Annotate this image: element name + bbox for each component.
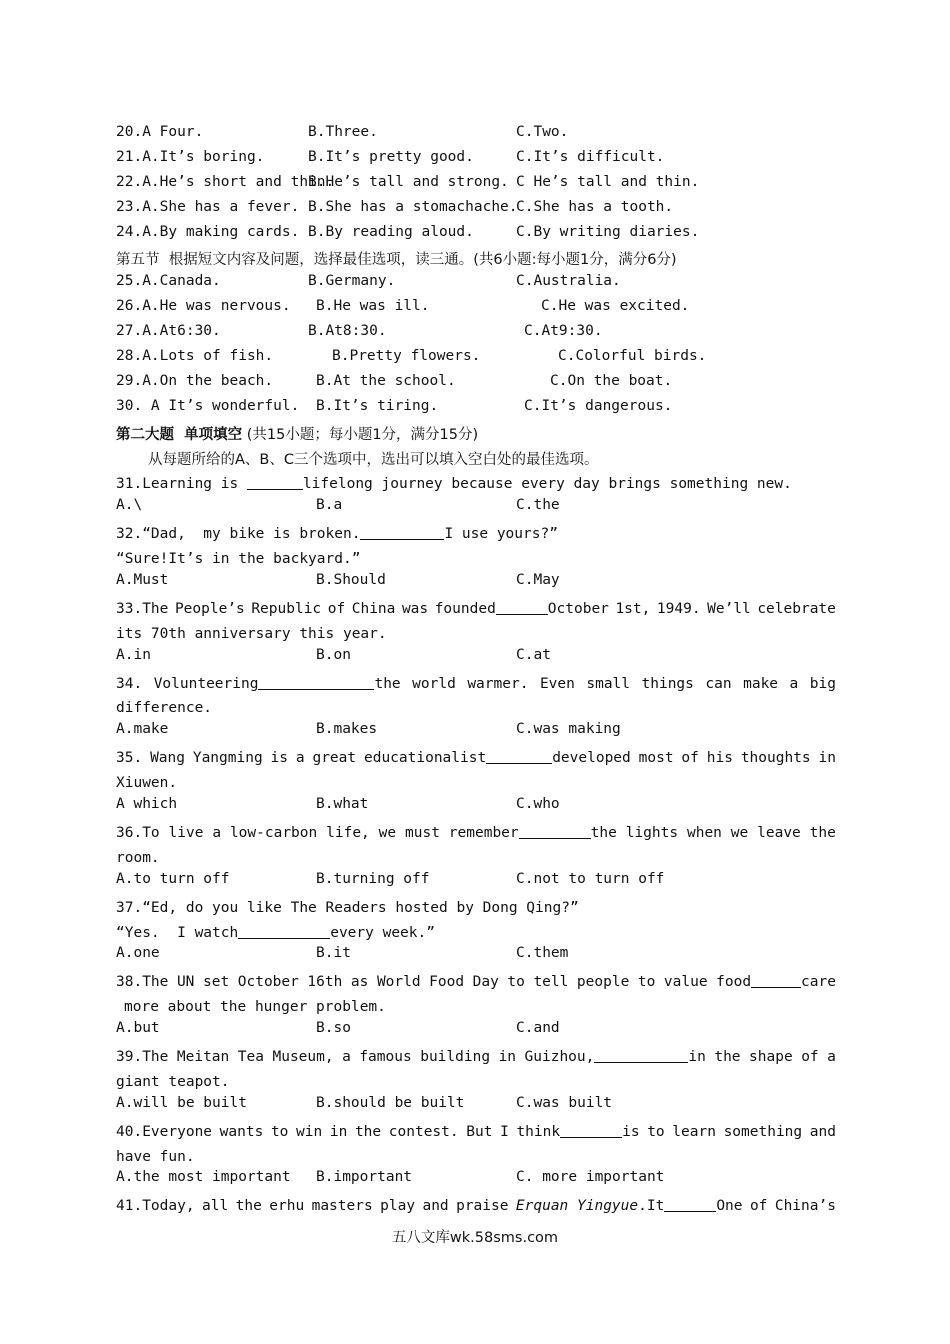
option-c: C.and [516, 1020, 560, 1037]
option-b: B.should be built [316, 1094, 465, 1111]
option-a: 30. A It’s wonderful. [116, 397, 300, 414]
question-33-options [116, 647, 836, 672]
option-a: A.to turn off [116, 870, 230, 887]
option-a: 28.A.Lots of fish. [116, 348, 274, 365]
option-c: C.She has a tooth. [516, 198, 674, 215]
option-a: A.\ [116, 497, 143, 514]
option-a: A.but [116, 1020, 160, 1037]
option-a: 22.A.He’s short and thin. [116, 173, 335, 190]
question-35: 35. Wang Yangming is a great educationalist developed most of his thoughts in [116, 750, 836, 767]
option-b: B.It’s tiring. [316, 397, 439, 414]
option-b: B.He was ill. [316, 298, 430, 315]
part-2-title: 第二大题 单项填空 [116, 426, 243, 443]
question-row [116, 174, 836, 199]
question-37-reply: “Yes. I watch every week.” [116, 924, 435, 941]
option-a: 24.A.By making cards. [116, 223, 300, 240]
option-c: C.By writing diaries. [516, 223, 700, 240]
answer-blank [258, 674, 374, 690]
option-c: C.Australia. [516, 273, 621, 290]
answer-blank [519, 823, 591, 839]
footer-watermark: 五八文库wk.58sms.com [391, 1230, 559, 1246]
option-c: C.them [516, 945, 569, 962]
option-c: C.at [516, 646, 551, 663]
document-page [116, 124, 836, 1219]
question-34-continued: difference. [116, 700, 213, 717]
question-36: 36.To live a low-carbon life, we must remember the lights when we leave the [116, 824, 836, 841]
option-b: B.Should [316, 572, 386, 589]
option-a: 20.A Four. [116, 124, 204, 140]
question-36-options [116, 871, 836, 896]
question-39-continued: giant teapot. [116, 1073, 230, 1090]
question-row [116, 398, 836, 423]
option-a: A.in [116, 646, 151, 663]
question-row [116, 373, 836, 398]
option-c: C.At9:30. [524, 323, 603, 340]
question-row [116, 273, 836, 298]
option-c: C.was built [516, 1094, 613, 1111]
option-a: 29.A.On the beach. [116, 372, 274, 389]
question-33-continued: its 70th anniversary this year. [116, 625, 387, 642]
option-c: C.the [516, 497, 560, 514]
question-41: 41.Today, all the erhu masters play and praise Erquan Yingyue.It One of China’s [116, 1198, 836, 1215]
option-c: C.not to turn off [516, 870, 665, 887]
question-row [116, 149, 836, 174]
question-row [116, 124, 836, 149]
question-row [116, 224, 836, 249]
question-40: 40.Everyone wants to win in the contest. But I think is to learn something and [116, 1123, 836, 1140]
question-34: 34. Volunteering the world warmer. Even small things can make a big [116, 675, 836, 692]
question-37: 37.“Ed, do you like The Readers hosted by Dong Qing?” [116, 899, 579, 916]
option-b: B.important [316, 1169, 413, 1186]
question-34-options [116, 721, 836, 746]
option-b: B.Germany. [308, 273, 396, 290]
question-32-reply: “Sure!It’s in the backyard.” [116, 551, 361, 568]
option-b: B.Pretty flowers. [332, 348, 481, 365]
question-32-options [116, 572, 836, 597]
question-row [116, 323, 836, 348]
option-b: B.She has a stomachache. [308, 198, 518, 215]
question-row [116, 298, 836, 323]
option-a: A which [116, 796, 178, 813]
option-b: B.It’s pretty good. [308, 148, 474, 165]
option-b: B.At the school. [316, 372, 456, 389]
section-5-heading: 第五节 根据短文内容及问题，选择最佳选项，读三通。(共6小题:每小题1分，满分6分) [116, 252, 677, 269]
question-32: 32.“Dad, my bike is broken. I use yours?” [116, 526, 558, 543]
option-b: B.so [316, 1020, 351, 1037]
part-2-instruction: 从每题所给的A、B、C三个选项中，选出可以填入空白处的最佳选项。 [148, 451, 599, 468]
option-c: C.was making [516, 721, 621, 738]
option-a: A.one [116, 945, 160, 962]
question-39: 39.The Meitan Tea Museum, a famous building in Guizhou, in the shape of a [116, 1048, 836, 1065]
option-c: C.who [516, 796, 560, 813]
answer-blank [560, 1122, 622, 1138]
option-a: A.will be built [116, 1094, 247, 1111]
option-b: B.He’s tall and strong. [308, 173, 509, 190]
answer-blank [247, 474, 303, 490]
option-b: B.Three. [308, 124, 378, 140]
answer-blank [664, 1196, 716, 1212]
option-c: C.He was excited. [541, 298, 690, 315]
answer-blank [238, 923, 330, 939]
answer-blank [594, 1047, 688, 1063]
question-38-options [116, 1020, 836, 1045]
option-a: A.make [116, 721, 169, 738]
option-a: 23.A.She has a fever. [116, 198, 300, 215]
option-b: B.what [316, 796, 369, 813]
option-c: C.Two. [516, 124, 569, 140]
option-c: C.May [516, 572, 560, 589]
option-b: B.By reading aloud. [308, 223, 474, 240]
question-37-options [116, 945, 836, 970]
option-b: B.turning off [316, 870, 430, 887]
option-b: B.At8:30. [308, 323, 387, 340]
answer-blank [360, 524, 444, 540]
question-36-continued: room. [116, 849, 160, 866]
question-38-continued: more about the hunger problem. [124, 999, 386, 1016]
question-31-options [116, 497, 836, 522]
answer-blank [486, 748, 552, 764]
listening-section-4 [116, 124, 836, 248]
answer-blank [751, 972, 801, 988]
option-c: C.Colorful birds. [558, 348, 707, 365]
option-c: C.It’s dangerous. [524, 397, 673, 414]
question-40-continued: have fun. [116, 1148, 195, 1165]
option-a: 27.A.At6:30. [116, 323, 221, 340]
question-35-continued: Xiuwen. [116, 775, 178, 792]
question-33: 33.The People’s Republic of China was founded October 1st, 1949. We’ll celebrate [116, 600, 836, 617]
question-row [116, 348, 836, 373]
option-b: B.on [316, 646, 351, 663]
part-2-note: (共15小题；每小题1分，满分15分) [246, 426, 479, 443]
option-a: 25.A.Canada. [116, 273, 221, 290]
listening-section-5 [116, 273, 836, 422]
option-b: B.makes [316, 721, 378, 738]
answer-blank [496, 599, 548, 615]
question-row [116, 199, 836, 224]
piece-title: Erquan Yingyue [515, 1198, 639, 1215]
option-a: 26.A.He was nervous. [116, 298, 291, 315]
option-a: 21.A.It’s boring. [116, 148, 265, 165]
option-a: A.the most important [116, 1169, 291, 1186]
option-b: B.a [316, 497, 343, 514]
option-a: A.Must [116, 572, 169, 589]
option-c: C.On the boat. [550, 372, 673, 389]
question-31: 31.Learning is lifelong journey because every day brings something new. [116, 476, 792, 493]
option-c: C.It’s difficult. [516, 148, 665, 165]
option-c: C He’s tall and thin. [516, 173, 700, 190]
question-39-options [116, 1095, 836, 1120]
question-40-options [116, 1169, 836, 1194]
question-35-options [116, 796, 836, 821]
question-38: 38.The UN set October 16th as World Food Day to tell people to value food care [116, 974, 836, 991]
option-c: C. more important [516, 1169, 665, 1186]
option-b: B.it [316, 945, 351, 962]
part-2-heading [116, 423, 836, 448]
